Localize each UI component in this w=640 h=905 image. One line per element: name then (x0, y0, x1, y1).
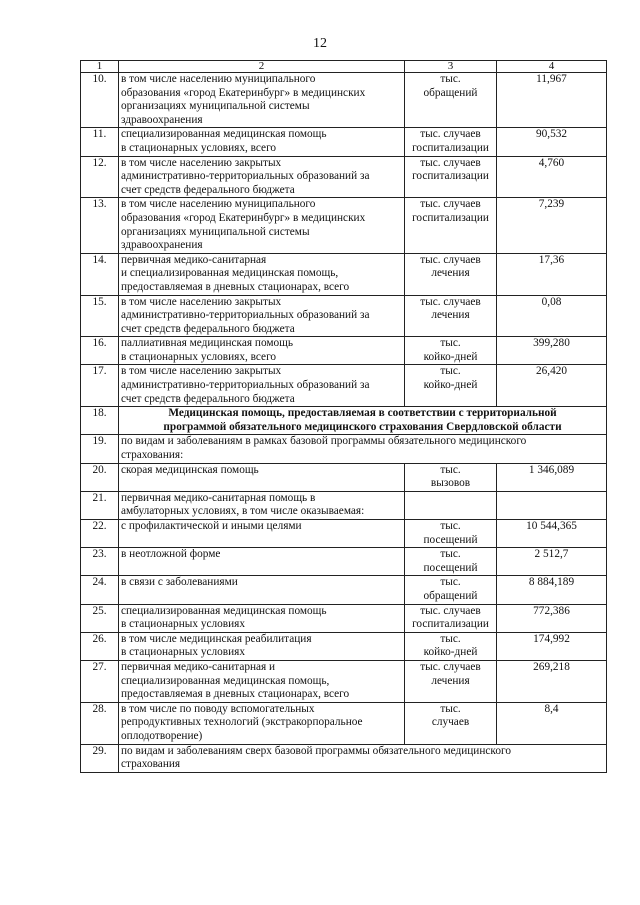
description-line: предоставляемая в дневных стационарах, всего (121, 280, 350, 293)
unit-line: госпитализации (412, 211, 489, 224)
indicator-description (119, 253, 405, 295)
description-line: в том числе населению муниципального (121, 73, 316, 85)
description-line: оплодотворение) (121, 729, 203, 742)
header-cell-2: 2 (119, 61, 405, 73)
row-number: 13. (81, 198, 119, 253)
unit-line: тыс. (440, 702, 461, 715)
description-line: счет средств федерального бюджета (121, 183, 295, 196)
description-line: организациях муниципальной системы (121, 225, 310, 238)
unit-of-measure (405, 632, 497, 660)
unit-line: койко-дней (423, 379, 478, 392)
unit-of-measure (405, 295, 497, 337)
group-line: по видам и заболеваниям в рамках базовой программы обязательного медицинского (121, 435, 527, 448)
unit-line: случаев (431, 716, 470, 729)
unit-line: койко-дней (423, 646, 478, 659)
description-line: в том числе медицинская реабилитация (121, 632, 312, 645)
description-line: в стационарных условиях, всего (121, 350, 277, 363)
page-number: 12 (313, 36, 327, 51)
indicator-description (119, 337, 405, 365)
description-line: административно-территориальных образований за (121, 379, 370, 392)
table-row (81, 463, 607, 491)
indicator-description (119, 463, 405, 491)
indicator-description (119, 548, 405, 576)
description-line: скорая медицинская помощь (121, 463, 259, 476)
description-line: здравоохранения (121, 113, 203, 126)
table-row (81, 73, 607, 128)
unit-line: тыс. (440, 73, 461, 85)
unit-of-measure (405, 491, 497, 519)
indicator-description (119, 128, 405, 156)
indicator-value: 7,239 (497, 198, 607, 253)
table-row (81, 337, 607, 365)
row-number: 16. (81, 337, 119, 365)
unit-line: обращений (423, 86, 478, 99)
row-number: 25. (81, 604, 119, 632)
row-number: 14. (81, 253, 119, 295)
indicator-value: 2 512,7 (497, 548, 607, 576)
unit-line: тыс. случаев (420, 604, 481, 617)
indicator-value: 11,967 (497, 73, 607, 128)
unit-line: тыс. случаев (420, 295, 481, 308)
unit-line: тыс. случаев (420, 253, 481, 266)
row-number: 23. (81, 548, 119, 576)
description-line: первичная медико-санитарная помощь в (121, 491, 316, 504)
description-line: специализированная медицинская помощь (121, 604, 327, 617)
indicator-description (119, 198, 405, 253)
row-number: 17. (81, 365, 119, 407)
description-line: в стационарных условиях (121, 646, 245, 659)
row-number: 19. (81, 435, 119, 463)
description-line: в том числе населению закрытых (121, 295, 282, 308)
description-line: в том числе населению муниципального (121, 198, 316, 211)
indicator-description (119, 295, 405, 337)
unit-of-measure (405, 73, 497, 128)
unit-of-measure (405, 463, 497, 491)
indicator-description (119, 576, 405, 604)
table-header-row (81, 61, 607, 73)
unit-of-measure (405, 576, 497, 604)
unit-of-measure (405, 198, 497, 253)
unit-of-measure (405, 660, 497, 702)
row-number: 21. (81, 491, 119, 519)
table-row (81, 128, 607, 156)
unit-line: госпитализации (412, 618, 489, 631)
indicator-value (497, 491, 607, 519)
row-number: 18. (81, 407, 119, 435)
unit-line: койко-дней (423, 350, 478, 363)
header-cell-4: 4 (497, 61, 607, 73)
section-heading (119, 407, 607, 435)
unit-line: лечения (431, 674, 470, 687)
unit-line: тыс. (440, 463, 461, 476)
description-line: в стационарных условиях, всего (121, 141, 277, 154)
row-number: 20. (81, 463, 119, 491)
indicator-value: 174,992 (497, 632, 607, 660)
table-row (81, 576, 607, 604)
unit-line: тыс. (440, 632, 461, 645)
unit-line: тыс. случаев (420, 156, 481, 169)
group-line: страхования (121, 758, 181, 771)
group-line: страхования: (121, 449, 184, 462)
table-row (81, 520, 607, 548)
table-row (81, 407, 607, 435)
unit-line: тыс. (440, 576, 461, 589)
unit-line: обращений (423, 589, 478, 602)
table-row (81, 702, 607, 744)
unit-of-measure (405, 128, 497, 156)
indicators-table (80, 60, 607, 773)
table-row (81, 253, 607, 295)
indicator-value: 26,420 (497, 365, 607, 407)
indicator-description (119, 73, 405, 128)
table-row (81, 435, 607, 463)
row-number: 10. (81, 73, 119, 128)
unit-line: тыс. (440, 520, 461, 532)
description-line: паллиативная медицинская помощь (121, 337, 294, 350)
indicator-description (119, 632, 405, 660)
indicator-value: 772,386 (497, 604, 607, 632)
indicator-value: 399,280 (497, 337, 607, 365)
row-number: 24. (81, 576, 119, 604)
description-line: предоставляемая в дневных стационарах, всего (121, 688, 350, 701)
indicator-description (119, 365, 405, 407)
description-line: специализированная медицинская помощь (121, 128, 327, 141)
indicator-description (119, 702, 405, 744)
unit-of-measure (405, 337, 497, 365)
unit-of-measure (405, 520, 497, 548)
description-line: амбулаторных условиях, в том числе оказываемая: (121, 505, 365, 518)
description-line: образования «город Екатеринбург» в медицинских (121, 211, 366, 224)
indicator-value: 8,4 (497, 702, 607, 744)
table-row (81, 548, 607, 576)
row-number: 28. (81, 702, 119, 744)
description-line: репродуктивных технологий (экстракорпоральное (121, 716, 363, 729)
unit-line: посещений (423, 533, 478, 546)
row-number: 26. (81, 632, 119, 660)
indicator-value: 8 884,189 (497, 576, 607, 604)
description-line: в стационарных условиях (121, 618, 245, 631)
unit-line: лечения (431, 309, 470, 322)
description-line: первичная медико-санитарная и (121, 660, 276, 673)
unit-line: тыс. (440, 365, 461, 378)
unit-of-measure (405, 702, 497, 744)
unit-line: госпитализации (412, 141, 489, 154)
table-row (81, 365, 607, 407)
section-line: Медицинская помощь, предоставляемая в соответствии с территориальной (168, 407, 557, 420)
header-cell-1: 1 (81, 61, 119, 73)
description-line: здравоохранения (121, 239, 203, 252)
description-line: образования «город Екатеринбург» в медицинских (121, 86, 366, 99)
indicator-description (119, 491, 405, 519)
table-row (81, 198, 607, 253)
description-line: организациях муниципальной системы (121, 100, 310, 113)
description-line: в связи с заболеваниями (121, 576, 238, 589)
row-number: 29. (81, 744, 119, 772)
unit-line: тыс. (440, 548, 461, 561)
description-line: в том числе по поводу вспомогательных (121, 702, 315, 715)
unit-line: тыс. случаев (420, 198, 481, 211)
unit-of-measure (405, 548, 497, 576)
description-line: и специализированная медицинская помощь, (121, 267, 339, 280)
unit-line: посещений (423, 561, 478, 574)
description-line: административно-территориальных образований за (121, 309, 370, 322)
section-line: программой обязательного медицинского страхования Свердловской области (163, 420, 562, 433)
indicator-value: 90,532 (497, 128, 607, 156)
group-line: по видам и заболеваниям сверх базовой программы обязательного медицинского (121, 744, 511, 757)
description-line: первичная медико-санитарная (121, 253, 267, 266)
indicator-description (119, 520, 405, 548)
indicator-value: 17,36 (497, 253, 607, 295)
unit-line: лечения (431, 267, 470, 280)
row-number: 27. (81, 660, 119, 702)
table-row (81, 491, 607, 519)
unit-of-measure (405, 365, 497, 407)
header-cell-3: 3 (405, 61, 497, 73)
description-line: в неотложной форме (121, 548, 221, 561)
description-line: в том числе населению закрытых (121, 156, 282, 169)
description-line: специализированная медицинская помощь, (121, 674, 330, 687)
description-line: с профилактической и иными целями (121, 520, 302, 532)
indicator-value: 0,08 (497, 295, 607, 337)
group-heading (119, 435, 607, 463)
unit-line: тыс. случаев (420, 660, 481, 673)
indicator-value: 269,218 (497, 660, 607, 702)
row-number: 11. (81, 128, 119, 156)
unit-of-measure (405, 156, 497, 198)
unit-line: вызовов (430, 477, 471, 490)
group-heading (119, 744, 607, 772)
indicator-value: 1 346,089 (497, 463, 607, 491)
unit-of-measure (405, 604, 497, 632)
description-line: административно-территориальных образований за (121, 170, 370, 183)
table-row (81, 744, 607, 772)
table-row (81, 156, 607, 198)
indicator-description (119, 604, 405, 632)
table-row (81, 660, 607, 702)
description-line: счет средств федерального бюджета (121, 392, 295, 405)
indicator-value: 4,760 (497, 156, 607, 198)
indicator-description (119, 660, 405, 702)
unit-of-measure (405, 253, 497, 295)
row-number: 15. (81, 295, 119, 337)
description-line: счет средств федерального бюджета (121, 322, 295, 335)
unit-line: тыс. (440, 337, 461, 350)
table-row (81, 632, 607, 660)
unit-line: госпитализации (412, 170, 489, 183)
indicator-description (119, 156, 405, 198)
table-row (81, 295, 607, 337)
table-row (81, 604, 607, 632)
row-number: 22. (81, 520, 119, 548)
unit-line: тыс. случаев (420, 128, 481, 141)
indicator-value: 10 544,365 (497, 520, 607, 548)
row-number: 12. (81, 156, 119, 198)
description-line: в том числе населению закрытых (121, 365, 282, 378)
